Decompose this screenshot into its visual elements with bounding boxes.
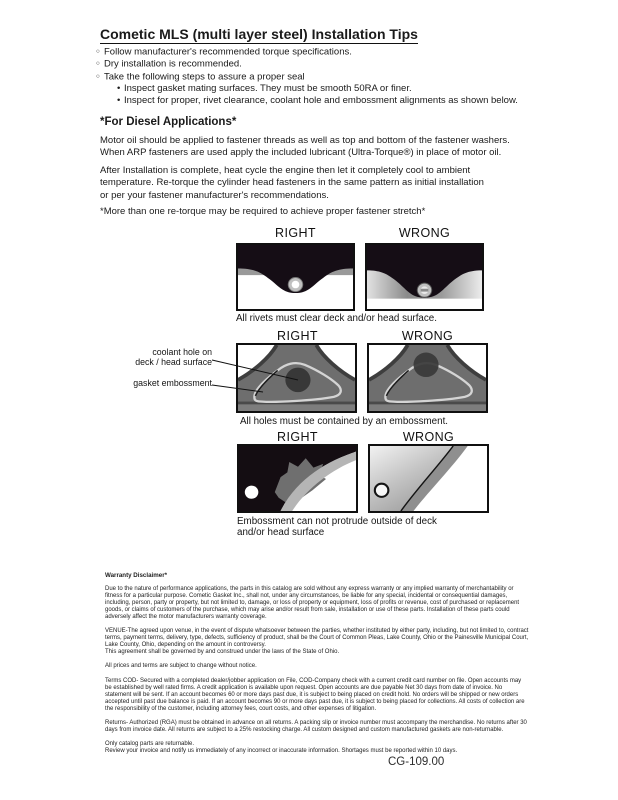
- embossment-protruding-diagram: [370, 446, 487, 511]
- embossment-caption: [237, 516, 437, 539]
- rivets-caption: All rivets must clear deck and/or head surface.: [236, 313, 437, 324]
- diesel-paragraph-1: [100, 135, 510, 160]
- wrong-label: WRONG: [398, 226, 451, 240]
- paragraph-line: When ARP fasteners are used apply the included lubricant (Ultra-Torque®) in place of motor oil.: [100, 147, 502, 159]
- warranty-paragraph: Only catalog parts are returnable.: [105, 740, 195, 747]
- coolant-hole-label: [120, 347, 212, 367]
- paragraph-line: Motor oil should be applied to fastener threads as well as top and bottom of the fastener washers.: [100, 135, 510, 146]
- rivet-wrong-figure: [365, 243, 484, 311]
- hole-contained-diagram: [238, 345, 355, 411]
- gasket-embossment-label: gasket embossment: [133, 378, 212, 388]
- caption-line: Embossment can not protrude outside of deck: [237, 516, 437, 527]
- label-line: deck / head surface: [135, 357, 212, 367]
- embossment-wrong-figure: [368, 444, 489, 513]
- warranty-paragraph: Due to the nature of performance applications, the parts in this catalog are sold without any express warranty or any implied warranty of merchantability or fitness for a particular purpose. Cometic Gasket Inc., shall not, under any circumstances, be liable for any special, incidental or consequential damages, including, person, party or property, but not limited to, damage, or loss of property or equipment, loss of profits or revenue, cost of purchased or replacement goods, or claims of customers of the purchase, which may arise and/or result from sale, installation or use of these parts. Installation of these parts could adversely affect the motor manufacturers warranty coverage.: [105, 586, 520, 621]
- sub-tip-item: • Inspect for proper, rivet clearance, coolant hole and embossment alignments as shown below.: [96, 95, 518, 107]
- page-code: CG-109.00: [388, 756, 445, 768]
- wrong-label: WRONG: [401, 329, 454, 343]
- hole-outside-diagram: [369, 345, 486, 411]
- retorque-note: *More than one re-torque may be required to achieve proper fastener stretch*: [100, 206, 426, 217]
- embossment-inside-diagram: [239, 446, 356, 511]
- warranty-paragraph: Terms COD- Secured with a completed dealer/jobber application on File, COD-Company check with a current credit card number on file. Open accounts may be established by well rated firms. A credit application is available upon request. Open accounts are due payable Net 30 days from date of invoice. No statement will be sent. If an account becomes 60 or more days past due, it is subject to being placed on credit hold. No orders will be shipped or new orders accepted until past due balance is paid. If an account becomes 90 or more days past due, it is subject to being placed for collections. All costs of collection are the responsibility of the customer, including attorney fees, court costs, and other expenses of litigation.: [105, 677, 525, 712]
- tip-item: ○ Take the following steps to assure a proper seal: [96, 71, 518, 83]
- warranty-paragraph: This agreement shall be governed by and construed under the laws of the State of Ohio.: [105, 649, 340, 656]
- warranty-paragraph: Returns- Authorized (RGA) must be obtained in advance on all returns. A packing slip or invoice number must accompany the merchandise. No returns after 30 days from invoice date. All returns are subject to a 25% restocking charge. All custom designed and custom manufactured gaskets are non-returnable.: [105, 719, 527, 733]
- label-line: coolant hole on: [152, 347, 212, 357]
- warranty-paragraph: All prices and terms are subject to change without notice.: [105, 663, 257, 670]
- sub-tip-item: • Inspect gasket mating surfaces. They must be smooth 50RA or finer.: [96, 83, 518, 95]
- paragraph-line: temperature. Re-torque the cylinder head fasteners in the same pattern as initial installation: [100, 177, 484, 189]
- warranty-heading: Warranty Disclaimer*: [105, 572, 168, 579]
- right-label: RIGHT: [275, 226, 316, 240]
- installation-tips-list: [96, 46, 518, 107]
- page-title: Cometic MLS (multi layer steel) Installation Tips: [100, 26, 418, 42]
- rivet-right-figure: [236, 243, 355, 311]
- tip-item: ○ Dry installation is recommended.: [96, 58, 518, 70]
- wrong-label: WRONG: [402, 430, 455, 444]
- paragraph-line: or per your fastener manufacturer's recommendations.: [100, 189, 329, 201]
- rivet-clear-diagram: [238, 245, 353, 309]
- diesel-paragraph-2: [100, 165, 484, 202]
- rivet-interference-diagram: [367, 245, 482, 309]
- caption-line: and/or head surface: [237, 527, 325, 539]
- right-label: RIGHT: [277, 329, 318, 343]
- embossment-right-figure: [237, 444, 358, 513]
- warranty-paragraph: Review your invoice and notify us immediately of any incorrect or inaccurate information. Shortages must be reported within 10 days.: [105, 747, 458, 754]
- right-label: RIGHT: [277, 430, 318, 444]
- holes-wrong-figure: [367, 343, 488, 413]
- warranty-disclaimer-block: [105, 572, 529, 762]
- paragraph-line: After Installation is complete, heat cycle the engine then let it completely cool to ambient: [100, 165, 471, 176]
- holes-caption: All holes must be contained by an embossment.: [240, 416, 449, 427]
- tip-item: ○ Follow manufacturer's recommended torque specifications.: [96, 46, 518, 58]
- holes-right-figure: [236, 343, 357, 413]
- diesel-applications-heading: *For Diesel Applications*: [100, 116, 237, 128]
- warranty-paragraph: VENUE-The agreed upon venue, in the event of dispute whatsoever between the parties, whether instituted by either party, including, but not limited to, contract terms, payment terms, delivery, type, defects, sufficiency of product, shall be the Court of Common Pleas, Lake County, Ohio or the Painesville Municipal Court, Lake County, Ohio, depending on the amount in controversy.: [105, 628, 529, 649]
